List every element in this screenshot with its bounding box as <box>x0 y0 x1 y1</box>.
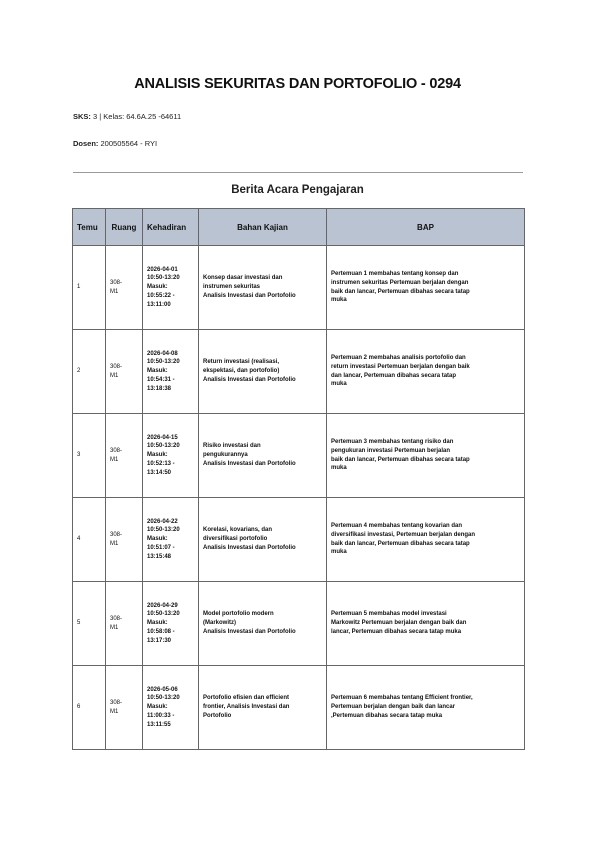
kehadiran-line: Masuk: <box>147 620 168 627</box>
bahan-line: Model portofolio modern <box>203 611 274 618</box>
ruang-cell <box>106 666 143 750</box>
bap-cell <box>327 582 525 666</box>
bap-line: muka <box>331 297 347 304</box>
ruang-line: M1 <box>110 372 119 379</box>
kehadiran-line: 2026-04-22 <box>147 518 178 525</box>
bap-line: baik dan lancar, Pertemuan dibahas secara tatap <box>331 540 470 547</box>
ruang-cell <box>106 330 143 414</box>
bap-line: instrumen sekuritas Pertemuan berjalan dengan <box>331 279 469 286</box>
bahan-line: frontier, Analisis Investasi dan <box>203 704 290 711</box>
bap-cell <box>327 498 525 582</box>
ruang-line: 308- <box>110 615 123 622</box>
bap-line: return investasi Pertemuan berjalan dengan baik <box>331 363 470 370</box>
bap-line: Pertemuan 6 membahas tentang Efficient frontier, <box>331 695 473 702</box>
table-row <box>73 246 525 330</box>
bap-cell <box>327 246 525 330</box>
bap-line: Markowitz Pertemuan berjalan dengan baik dan <box>331 620 467 627</box>
bap-line: Pertemuan berjalan dengan baik dan lancar <box>331 704 456 711</box>
bahan-line: Portofolio <box>203 712 232 719</box>
bap-line: muka <box>331 465 347 472</box>
page-title: ANALISIS SEKURITAS DAN PORTOFOLIO - 0294 <box>134 76 461 92</box>
bahan-line: Konsep dasar investasi dan <box>203 275 283 282</box>
kehadiran-line: 10:58:08 - <box>147 628 175 635</box>
ruang-line: M1 <box>110 288 119 295</box>
table-row <box>73 582 525 666</box>
ruang-line: M1 <box>110 708 119 715</box>
ruang-line: M1 <box>110 624 119 631</box>
kehadiran-line: 10:54:31 - <box>147 376 175 383</box>
kehadiran-line: 10:52:13 - <box>147 460 175 467</box>
bap-line: Pertemuan 2 membahas analisis portofolio dan <box>331 355 466 362</box>
bahan-line: pengukurannya <box>203 452 248 459</box>
bahan-line: Korelasi, kovarians, dan <box>203 527 273 534</box>
bahan-line: instrumen sekuritas <box>203 284 261 291</box>
ruang-line: 308- <box>110 531 123 538</box>
bap-line: muka <box>331 381 347 388</box>
ruang-line: M1 <box>110 456 119 463</box>
bap-line: Pertemuan 3 membahas tentang risiko dan <box>331 439 454 446</box>
kehadiran-line: 13:17:30 <box>147 637 172 644</box>
ruang-line: 308- <box>110 447 123 454</box>
kehadiran-line: 10:50-13:20 <box>147 443 180 450</box>
bahan-line: Analisis Investasi dan Portofolio <box>203 460 296 467</box>
kehadiran-line: Masuk: <box>147 368 168 375</box>
ruang-line: 308- <box>110 699 123 706</box>
header-temu: Temu <box>73 209 106 246</box>
bap-line: Pertemuan 1 membahas tentang konsep dan <box>331 271 459 278</box>
kehadiran-line: 10:50-13:20 <box>147 611 180 618</box>
bap-line: pengukuran investasi Pertemuan berjalan <box>331 447 451 454</box>
temu-cell: 1 <box>73 246 106 330</box>
table-row <box>73 498 525 582</box>
kehadiran-line: 2026-04-01 <box>147 266 178 273</box>
bahan-line: Analisis Investasi dan Portofolio <box>203 292 296 299</box>
kehadiran-line: 10:55:22 - <box>147 292 175 299</box>
temu-cell: 5 <box>73 582 106 666</box>
kehadiran-line: Masuk: <box>147 704 168 711</box>
divider <box>73 172 523 173</box>
header-bap: BAP <box>327 209 525 246</box>
bahan-line: Analisis Investasi dan Portofolio <box>203 628 296 635</box>
bap-line: muka <box>331 549 347 556</box>
bap-line: dan lancar, Pertemuan dibahas secara tatap <box>331 372 457 379</box>
ruang-cell <box>106 498 143 582</box>
kehadiran-cell <box>143 666 199 750</box>
kehadiran-line: 13:18:38 <box>147 385 172 392</box>
kehadiran-cell <box>143 498 199 582</box>
kehadiran-line: 13:15:48 <box>147 553 172 560</box>
temu-cell: 4 <box>73 498 106 582</box>
dosen-value: 200505564 - RYI <box>100 139 158 148</box>
header-ruang: Ruang <box>106 209 143 246</box>
kehadiran-line: 2026-04-15 <box>147 434 178 441</box>
kehadiran-cell <box>143 414 199 498</box>
bahan-kajian-cell <box>199 414 327 498</box>
bahan-line: Analisis Investasi dan Portofolio <box>203 376 296 383</box>
kehadiran-line: 10:50-13:20 <box>147 527 180 534</box>
bap-cell <box>327 330 525 414</box>
kehadiran-line: Masuk: <box>147 284 168 291</box>
bahan-kajian-cell <box>199 330 327 414</box>
bahan-kajian-cell <box>199 666 327 750</box>
bap-table <box>72 208 525 750</box>
bahan-kajian-cell <box>199 582 327 666</box>
kehadiran-line: 2026-04-08 <box>147 350 178 357</box>
kehadiran-line: Masuk: <box>147 452 168 459</box>
kehadiran-line: Masuk: <box>147 536 168 543</box>
section-title: Berita Acara Pengajaran <box>231 184 364 196</box>
table-row <box>73 414 525 498</box>
kehadiran-line: 13:11:55 <box>147 721 171 728</box>
bap-line: lancar, Pertemuan dibahas secara tatap muka <box>331 628 462 635</box>
kehadiran-line: 11:00:33 - <box>147 712 175 719</box>
bahan-line: Portofolio efisien dan efficient <box>203 695 290 702</box>
bahan-kajian-cell <box>199 498 327 582</box>
bahan-line: Risiko investasi dan <box>203 443 261 450</box>
bap-line: diversifikasi investasi, Pertemuan berjalan dengan <box>331 531 476 538</box>
kehadiran-line: 10:50-13:20 <box>147 695 180 702</box>
ruang-line: 308- <box>110 279 123 286</box>
ruang-cell <box>106 246 143 330</box>
table-body <box>73 246 525 750</box>
kehadiran-line: 2026-04-29 <box>147 602 178 609</box>
bahan-line: diversifikasi portofolio <box>203 536 268 543</box>
bap-line: ,Pertemuan dibahas secara tatap muka <box>331 712 443 719</box>
kehadiran-cell <box>143 246 199 330</box>
bap-line: Pertemuan 4 membahas tentang kovarian dan <box>331 523 463 530</box>
bahan-line: Return investasi (realisasi, <box>203 359 280 366</box>
bap-line: baik dan lancar, Pertemuan dibahas secara tatap <box>331 288 470 295</box>
ruang-line: 308- <box>110 363 123 370</box>
header-bahan-kajian: Bahan Kajian <box>199 209 327 246</box>
kehadiran-line: 13:11:00 <box>147 301 171 308</box>
course-info-line <box>73 112 181 121</box>
table-row <box>73 330 525 414</box>
kehadiran-line: 10:50-13:20 <box>147 359 180 366</box>
bap-line: Pertemuan 5 membahas model investasi <box>331 611 447 618</box>
bahan-kajian-cell <box>199 246 327 330</box>
table-row <box>73 666 525 750</box>
kehadiran-cell <box>143 582 199 666</box>
header-kehadiran: Kehadiran <box>143 209 199 246</box>
bahan-line: (Markowitz) <box>203 620 236 627</box>
kehadiran-line: 10:51:07 - <box>147 544 175 551</box>
ruang-line: M1 <box>110 540 119 547</box>
temu-cell: 3 <box>73 414 106 498</box>
dosen-label: Dosen: <box>73 139 99 148</box>
lecturer-info-line <box>73 139 157 148</box>
table-header-row <box>73 209 525 246</box>
bap-cell <box>327 414 525 498</box>
kehadiran-line: 2026-05-06 <box>147 686 178 693</box>
kehadiran-cell <box>143 330 199 414</box>
ruang-cell <box>106 414 143 498</box>
sks-label: SKS: <box>73 112 91 121</box>
ruang-cell <box>106 582 143 666</box>
kehadiran-line: 13:14:50 <box>147 469 172 476</box>
sks-class-value: 3 | Kelas: 64.6A.25 -64611 <box>93 112 182 121</box>
bap-line: baik dan lancar, Pertemuan dibahas secara tatap <box>331 456 470 463</box>
kehadiran-line: 10:50-13:20 <box>147 275 180 282</box>
bahan-line: Analisis Investasi dan Portofolio <box>203 544 296 551</box>
temu-cell: 2 <box>73 330 106 414</box>
bahan-line: ekspektasi, dan portofolio) <box>203 368 280 375</box>
temu-cell: 6 <box>73 666 106 750</box>
bap-cell <box>327 666 525 750</box>
